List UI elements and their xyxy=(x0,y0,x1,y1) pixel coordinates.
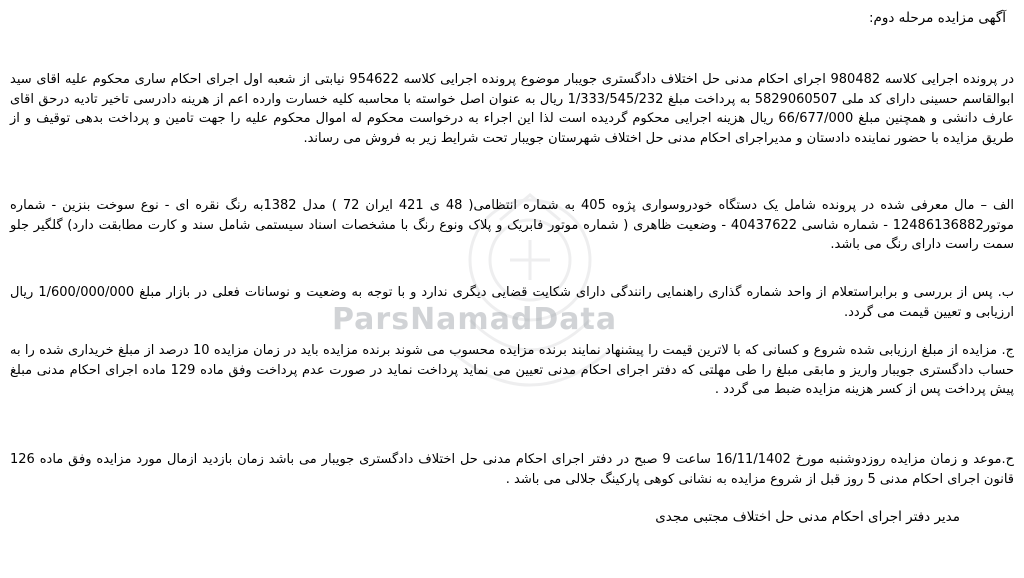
paragraph-jim: ج. مزایده از مبلغ ارزیابی شده شروع و کسانی که با لاترین قیمت را پیشنهاد نمایند برنده مزایده محسوب می شوند برنده مزایده باید در زمان مزایده 10 درصد از مبلغ خریداری شده را به حساب دادگستری جویبار واریز و مابقی مبلغ را طی مهلتی که دفتر اجرای احکام مدنی تعیین می نماید پرداخت نماید در صورت عدم پرداخت وفق ماده 129 ماده اجرای احکام مدنی مبلغ پیش پرداخت پس از کسر هزینه مزایده ضبط می گردد . xyxy=(10,343,1014,397)
paragraph-intro: در پرونده اجرایی کلاسه 980482 اجرای احکام مدنی حل اختلاف دادگستری جویبار موضوع پرونده اجرایی کلاسه 954622 نیابتی از شعبه اول اجرای احکام ساری محکوم علیه اقای سید ابوالقاسم حسینی دارای کد ملی 5829060507 به پرداخت مبلغ 1/333/545/232 ریال به عنوان اصل خواسته با محاسبه کلیه خسارت وارده اعم از هرینه دادرسی تاخیر تادیه درحق اقای عارف دانشی و همچنین مبلغ 66/677/000 ریال هزینه اجرایی محکوم گردیده است لذا این اجراء به درخواست محکوم له اموال محکوم علیه را جهت تامین و پرداخت بدهی توقیف و از طریق مزایده با حضور نماینده دادستان و مدیراجرای احکام مدنی حل اختلاف شهرستان جویبار تحت شرایط زیر به فروش می رساند. xyxy=(10,72,1014,146)
paragraph-alef: الف – مال معرفی شده در پرونده شامل یک دستگاه خودروسواری پژوه 405 به شماره انتظامی( 48 ی 421 ایران 72 ) مدل 1382به رنگ نقره ای - نوع سوخت بنزین - شماره موتور12486136882 - شماره شاسی 40437622 - وضعیت ظاهری ( شماره موتور فابریک و پلاک ونوع رنگ با مشخصات اسناد سیستمی شامل سند و کارت مطابقت دارد) گلگیر جلو سمت راست دارای رنگ می باشد. xyxy=(10,198,1015,252)
paragraph-he: ح.موعد و زمان مزایده روزدوشنبه مورخ 16/11/1402 ساعت 9 صبح در دفتر اجرای احکام مدنی حل اختلاف دادگستری جویبار می باشد زمان بازدید ازمال مورد مزایده وفق ماده 126 قانون اجرای احکام مدنی 5 روز قبل از شروع مزایده به نشانی کوهی پارکینگ جلالی می باشد . xyxy=(10,452,1014,487)
paragraph-be: ب. پس از بررسی و برابراستعلام از واحد شماره گذاری راهنمایی رانندگی دارای شکایت قضایی دیگری ندارد و با توجه به وضعیت و نوسانات فعلی در بازار مبلغ 1/600/000/000 ریال ارزیابی و تعیین قیمت می گردد. xyxy=(10,285,1015,320)
watermark-text: ParsNamadData xyxy=(332,302,618,337)
notice-title: آگهی مزایده مرحله دوم: xyxy=(868,10,1006,26)
signature-line: مدیر دفتر اجرای احکام مدنی حل اختلاف مجتبی مجدی xyxy=(655,509,960,525)
